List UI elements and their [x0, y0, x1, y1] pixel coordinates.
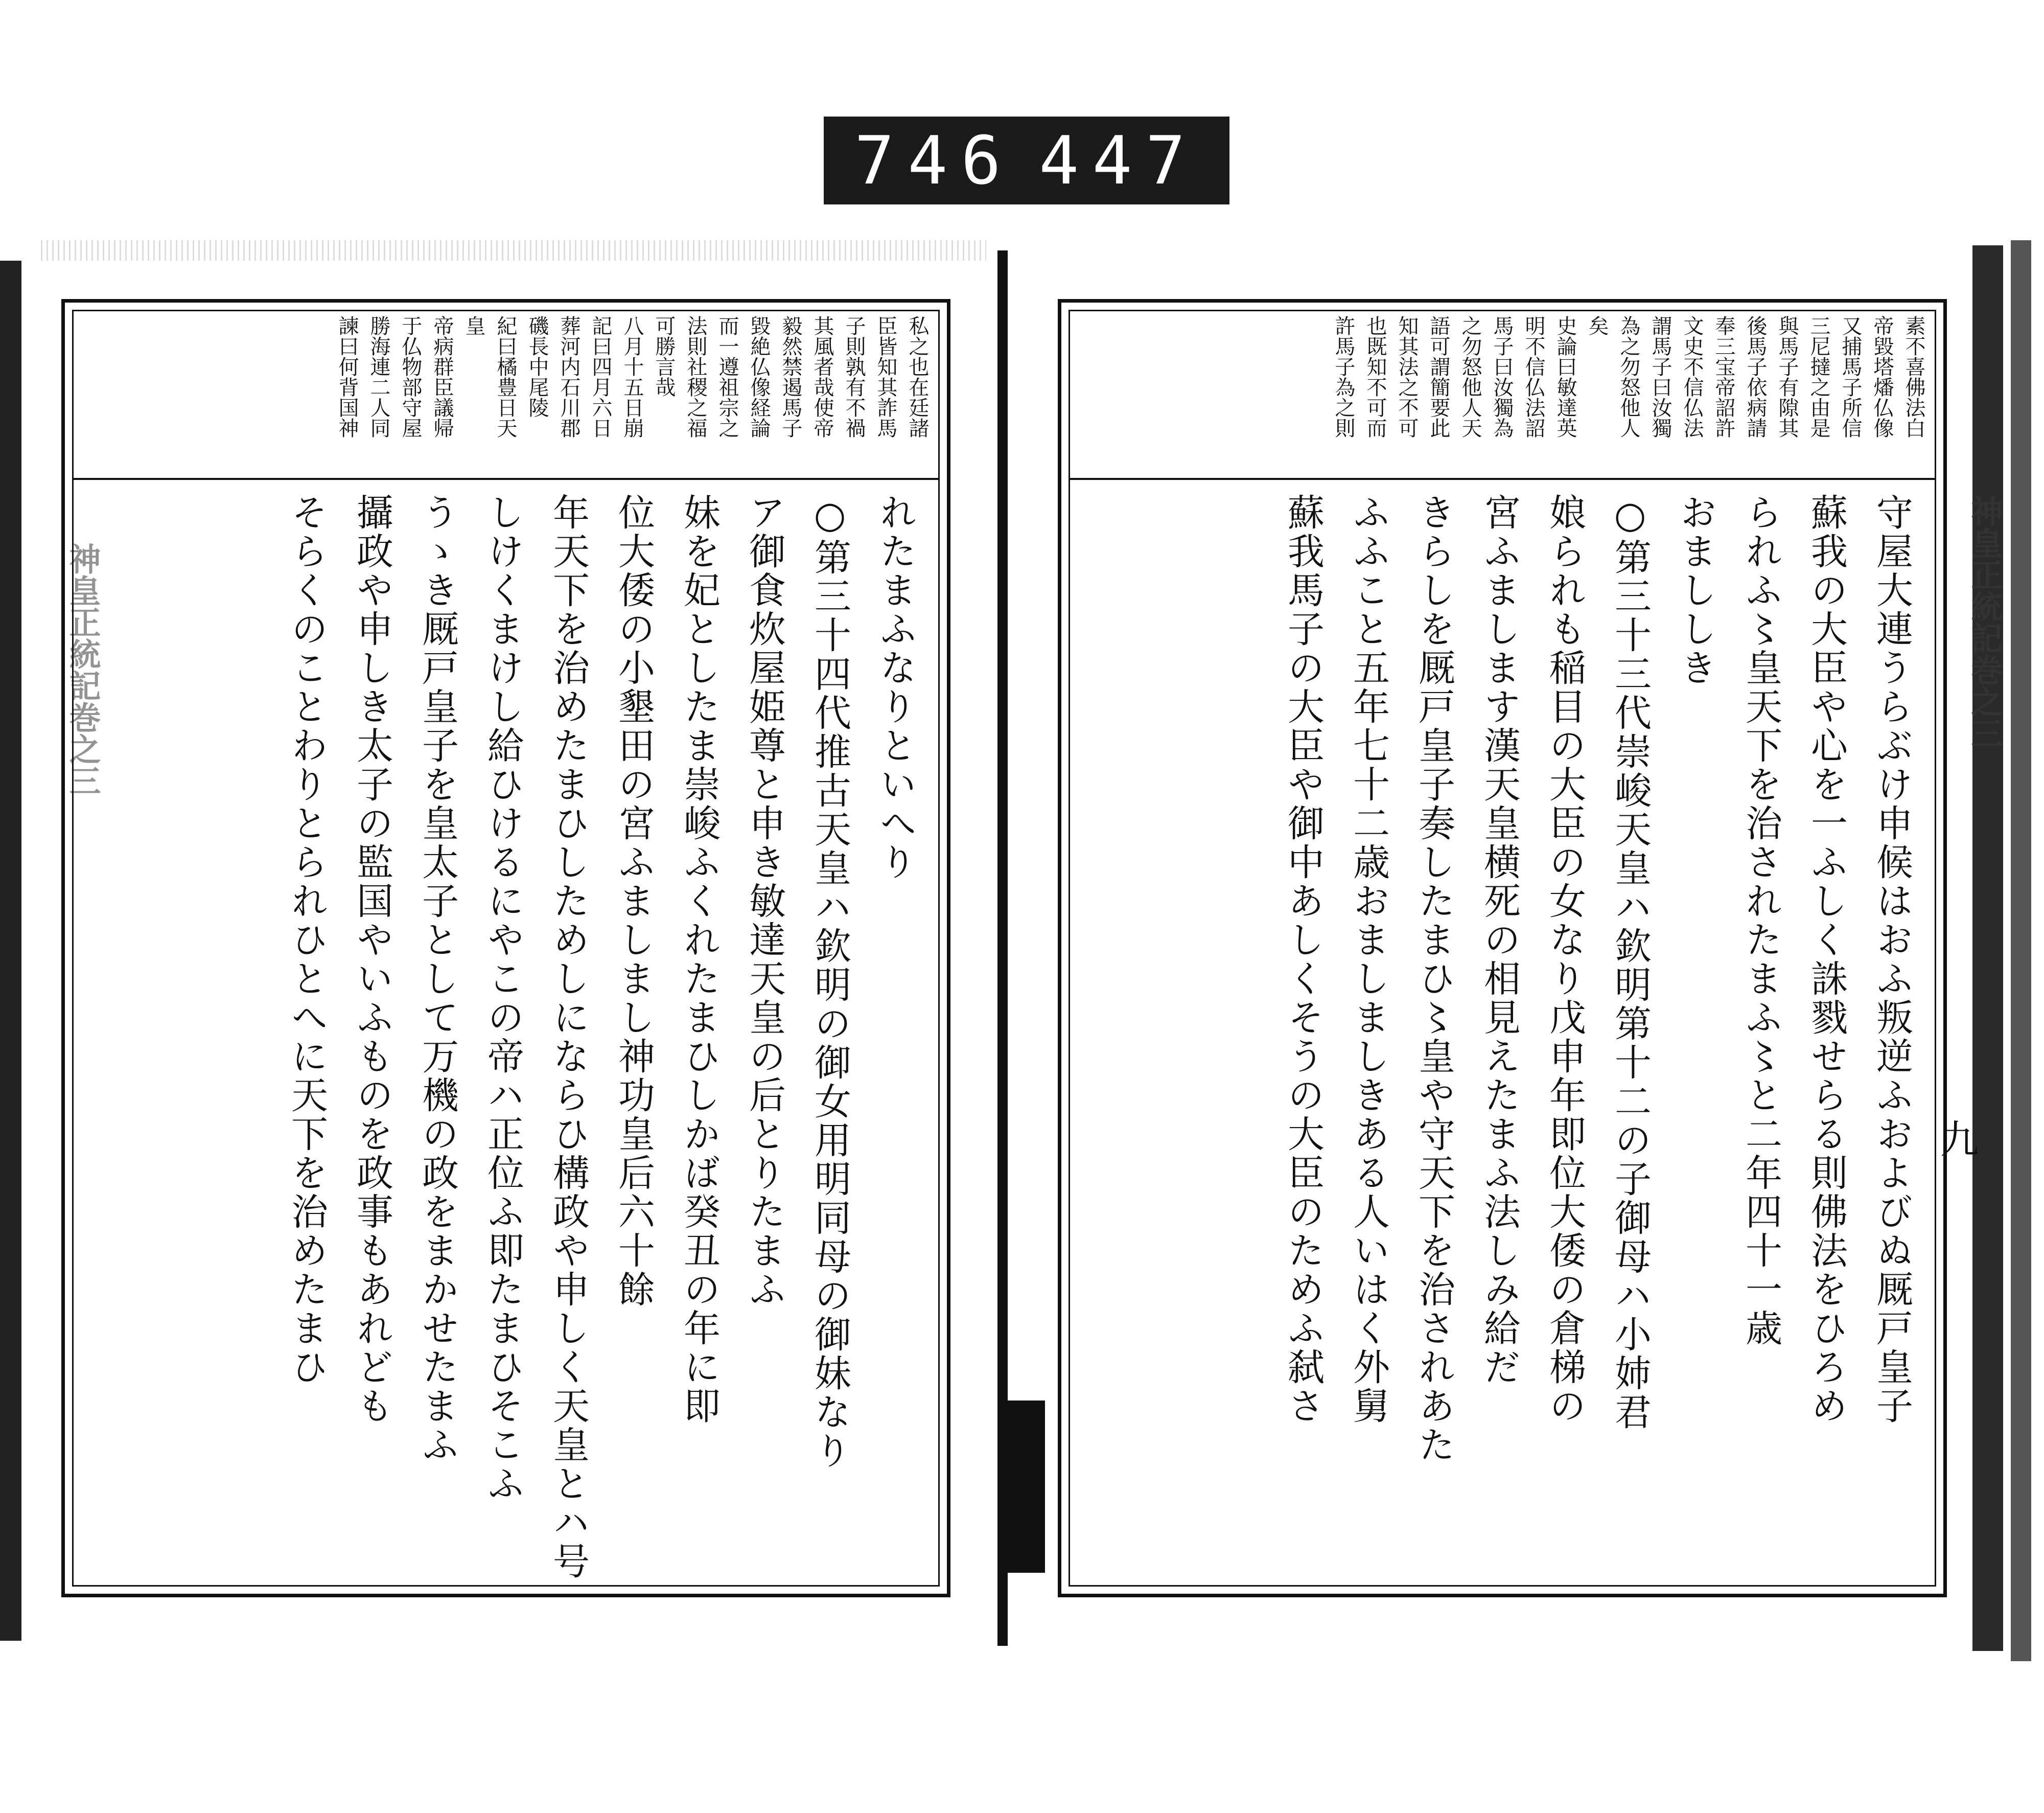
commentary-line: 帝病群臣議帰: [430, 315, 454, 438]
commentary-line: 與馬子有隙其: [1775, 315, 1799, 438]
right-page-frame: [1069, 310, 2003, 1587]
text-line: 妹を妃としたま崇峻ふくれたまひしかば癸丑の年に即: [678, 493, 721, 1426]
commentary-line: 又捕馬子所信: [1839, 315, 1862, 438]
commentary-line: 磯長中尾陵: [525, 315, 549, 418]
commentary-line: 素不喜佛法白: [1902, 315, 1925, 438]
text-line: 攝政や申しき太子の監国やいふものを政事もあれども: [351, 493, 393, 1426]
top-smudge: [41, 240, 986, 261]
text-line: そらくのことわりとられひとへに天下を治めたまひ: [285, 493, 328, 1387]
commentary-line: 紀曰橘豊日天: [494, 315, 517, 438]
commentary-line: 于仏物部守屋: [399, 315, 422, 438]
commentary-line: 語可謂簡要此: [1427, 315, 1450, 438]
scan-number-left: 746: [854, 122, 1014, 199]
commentary-line: 記曰四月六日: [589, 315, 612, 438]
text-line: ふふこと五年七十二歳おましましきある人いはく外舅: [1347, 493, 1390, 1426]
commentary-line: 之勿怒他人天: [1458, 315, 1482, 438]
text-line: 娘られも稲目の大臣の女なり戊申年即位大倭の倉梯の: [1543, 493, 1586, 1426]
text-line: られふ〻皇天下を治されたまふ〻と二年四十一歳: [1739, 493, 1782, 1348]
commentary-line: 為之勿怒他人: [1617, 315, 1640, 438]
commentary-line: 諫曰何背国神: [335, 315, 359, 438]
text-line: うゝき厩戸皇子を皇太子として万機の政をまかせたまふ: [416, 493, 459, 1464]
commentary-line: 子則孰有不禍: [842, 315, 866, 438]
commentary-line: 許馬子為之則: [1332, 315, 1355, 438]
right-page-side-title: 神皇正統記巻之三: [1966, 495, 2003, 749]
commentary-line: 臣皆知其詐馬: [874, 315, 897, 438]
text-line: おまししき: [1674, 493, 1717, 687]
commentary-line: 三尼撻之由是: [1807, 315, 1830, 438]
text-line: 蘇我馬子の大臣や御中あしくそうの大臣のためふ弑さ: [1282, 493, 1325, 1426]
scan-number-right: 447: [1039, 122, 1199, 199]
left-page-main-text: [74, 488, 938, 1585]
text-line: ○第三十四代推古天皇ハ欽明の御女用明同母の御妹なり: [808, 493, 851, 1471]
text-line: ア御食炊屋姫尊と申き敏達天皇の后とりたまふ: [743, 493, 786, 1309]
commentary-line: 法則社稷之福: [684, 315, 707, 438]
page-folio: 九: [1934, 1119, 1979, 1158]
commentary-line: 皇: [462, 315, 485, 336]
commentary-line: 謂馬子曰汝獨: [1648, 315, 1672, 438]
commentary-line: 可勝言哉: [652, 315, 676, 397]
text-line: 守屋大連うらぶけ申候はおふ叛逆ふおよびぬ厩戸皇子: [1870, 493, 1913, 1426]
text-line: 宮ふまします漢天皇横死の相見えたまふ法しみ給だ: [1478, 493, 1521, 1387]
right-page-notes: [1070, 311, 1935, 480]
commentary-line: 奉三宝帝詔許: [1712, 315, 1735, 438]
book-spine: [1004, 1401, 1045, 1573]
text-line: ○第三十三代崇峻天皇ハ欽明第十二の子御母ハ小姉君: [1609, 493, 1652, 1432]
commentary-line: 勝海連二人同: [367, 315, 390, 438]
text-line: 蘇我の大臣や心を一ふしく誅戮せらる則佛法をひろめ: [1805, 493, 1848, 1426]
commentary-line: 毅然禁遏馬子: [779, 315, 802, 438]
commentary-line: 文史不信仏法: [1680, 315, 1704, 438]
book-left-edge: [0, 261, 21, 1641]
text-line: 年天下を治めたまひしためしにならひ構政や申しく天皇とハ号: [547, 493, 590, 1581]
commentary-line: 葬河内石川郡: [557, 315, 580, 438]
commentary-line: 毀絶仏像経論: [747, 315, 771, 438]
commentary-line: 知其法之不可: [1395, 315, 1419, 438]
right-page-main-text: [1070, 488, 1935, 1585]
left-page: [61, 299, 950, 1597]
left-page-side-title: 神皇正統記巻之三: [64, 543, 101, 796]
book-right-edge-outer: [2011, 240, 2031, 1661]
commentary-line: 而一遵祖宗之: [715, 315, 739, 438]
left-page-notes: [74, 311, 938, 480]
text-line: れたまふなりといへり: [874, 493, 917, 882]
commentary-line: 也既知不可而: [1363, 315, 1387, 438]
left-page-frame: [72, 310, 940, 1587]
commentary-line: 矣: [1585, 315, 1609, 336]
right-page: [1058, 299, 2003, 1597]
commentary-line: 其風者哉使帝: [810, 315, 834, 438]
commentary-line: 帝毀塔燔仏像: [1870, 315, 1894, 438]
book-right-edge: [1972, 245, 2003, 1651]
text-line: きらしを厩戸皇子奏したまひ〻皇や守天下を治されあた: [1412, 493, 1455, 1464]
commentary-line: 八月十五日崩: [620, 315, 644, 438]
text-line: しけくまけし給ひけるにやこの帝ハ正位ふ即たまひそこふ: [481, 493, 524, 1503]
commentary-line: 馬子曰汝獨為: [1490, 315, 1514, 438]
commentary-line: 後馬子依病請: [1744, 315, 1767, 438]
commentary-line: 明不信仏法詔: [1522, 315, 1545, 438]
commentary-line: 私之也在廷諸: [905, 315, 929, 438]
scan-number-bar: [824, 117, 1229, 204]
text-line: 位大倭の小墾田の宮ふましまし神功皇后六十餘: [612, 493, 655, 1309]
commentary-line: 史論曰敏達英: [1553, 315, 1577, 438]
